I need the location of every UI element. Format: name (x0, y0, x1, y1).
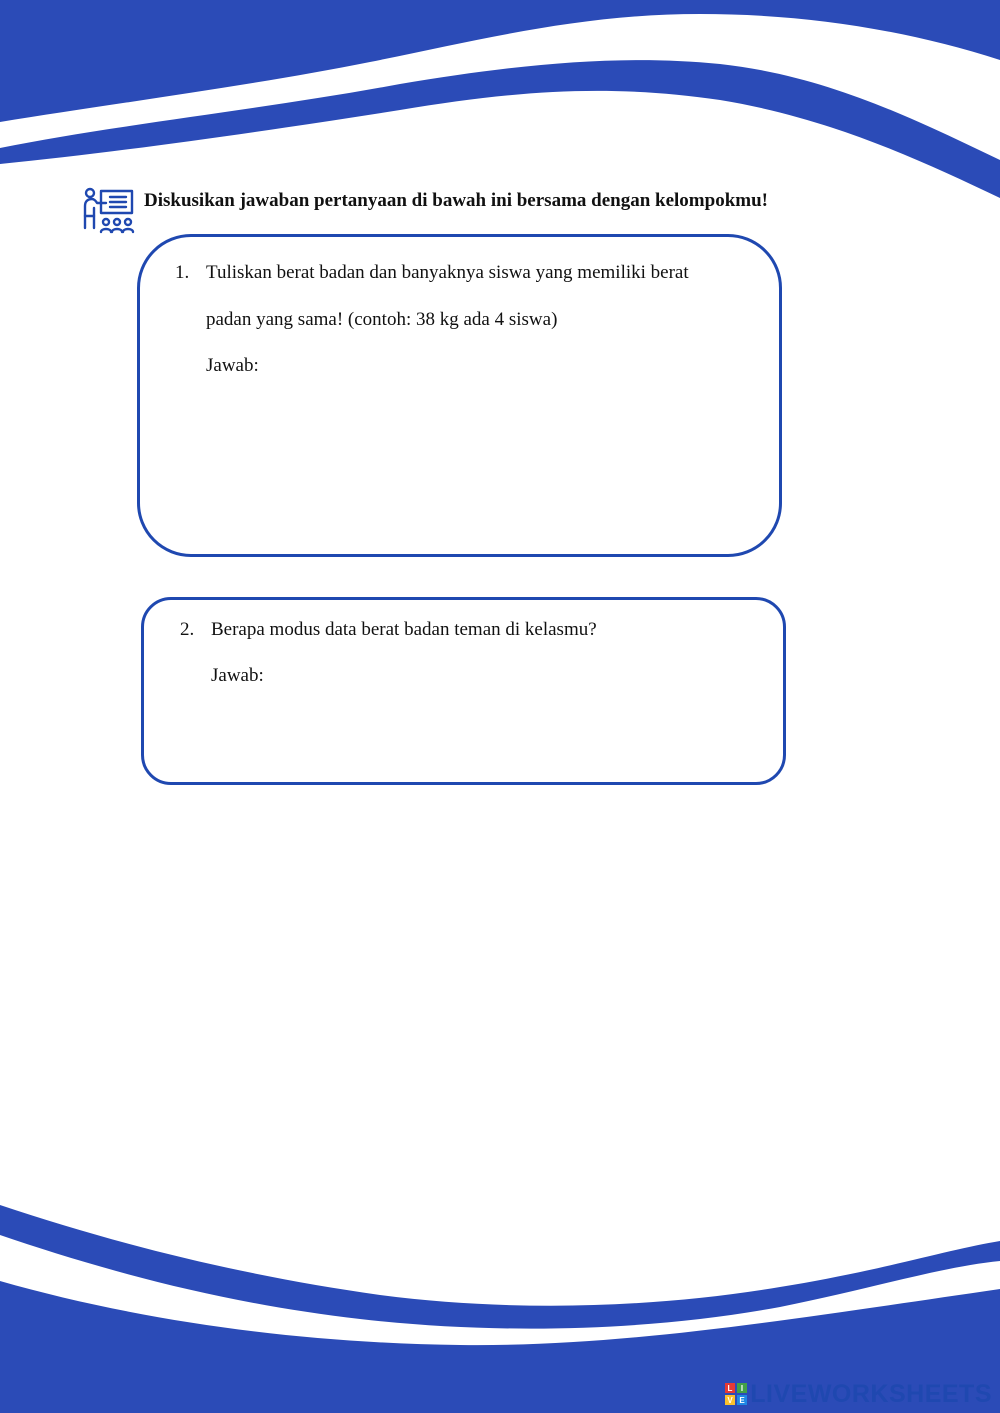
liveworksheets-logo (725, 1383, 747, 1405)
question-1-box (137, 234, 782, 557)
question-1-number: 1. (175, 262, 190, 283)
svg-text:V: V (727, 1396, 733, 1405)
svg-text:E: E (739, 1396, 745, 1405)
brand-name: LIVEWORKSHEETS (750, 1379, 992, 1408)
question-2-number: 2. (180, 619, 195, 640)
liveworksheets-brand (725, 1381, 992, 1407)
question-1-line-2: padan yang sama! (contoh: 38 kg ada 4 siswa) (206, 309, 558, 330)
question-1-line-1: Tuliskan berat badan dan banyaknya siswa yang memiliki berat (206, 262, 689, 283)
instruction-row (80, 186, 768, 236)
question-2-box (141, 597, 786, 785)
instruction-text: Diskusikan jawaban pertanyaan di bawah ini bersama dengan kelompokmu! (144, 190, 768, 211)
top-wave-decoration (0, 0, 1000, 200)
svg-text:L: L (727, 1384, 733, 1393)
svg-text:I: I (741, 1384, 744, 1393)
question-1-answer-label: Jawab: (206, 355, 259, 376)
question-2-line-1: Berapa modus data berat badan teman di kelasmu? (211, 619, 597, 640)
teacher-presentation-icon (80, 186, 136, 236)
question-2-answer-label: Jawab: (211, 665, 264, 686)
